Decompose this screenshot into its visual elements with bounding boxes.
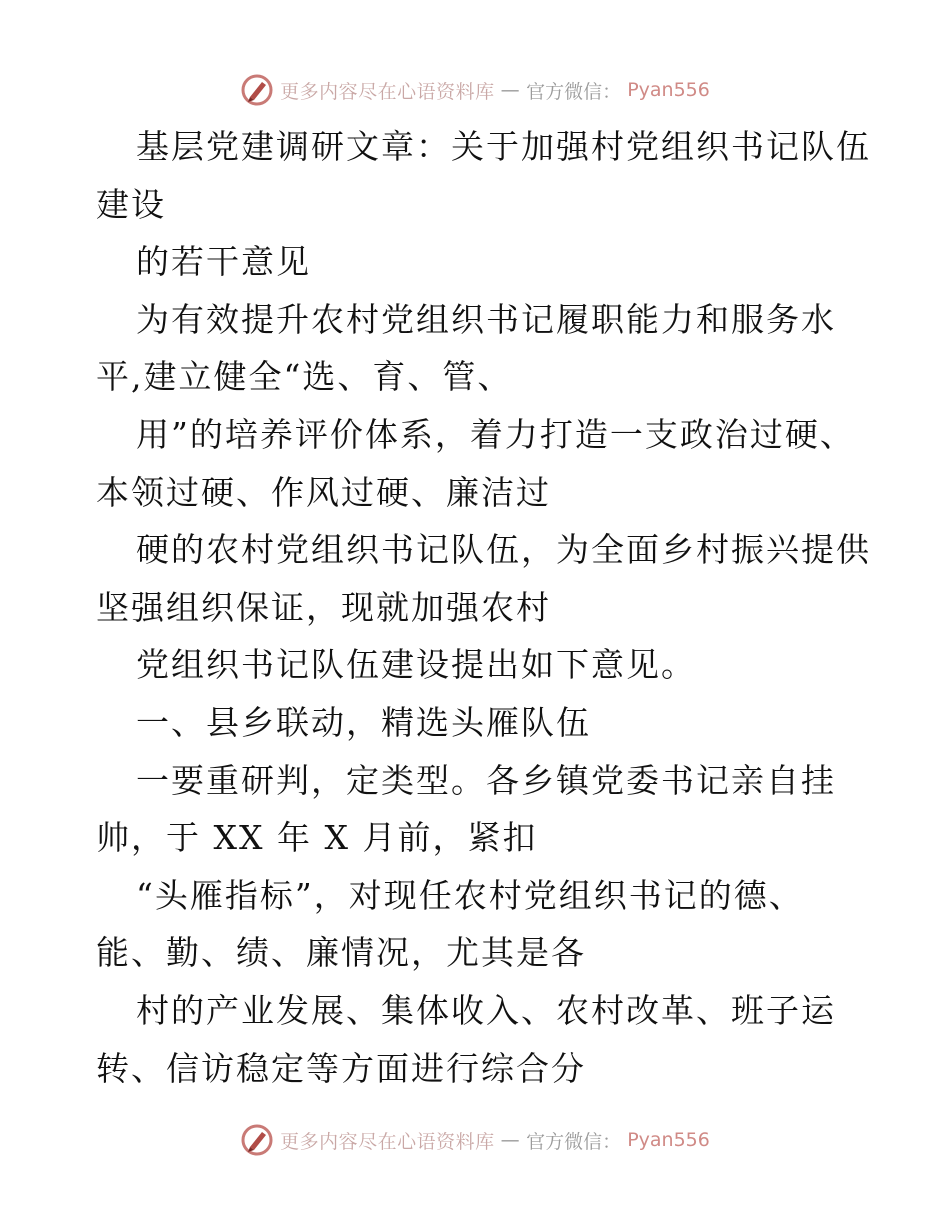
text-line: 为有效提升农村党组织书记履职能力和服务水 [136,299,836,339]
text-line: 的若干意见 [136,242,311,282]
text-line: 一、县乡联动，精选头雁队伍 [136,702,591,742]
text-line: 本领过硬、作风过硬、廉洁过 [96,472,551,512]
text-line: 用”的培养评价体系，着力打造一支政治过硬、 [136,414,855,454]
pen-logo-icon [240,1123,274,1157]
footer-watermark [0,1122,950,1158]
document-body [96,118,876,1097]
text-line: 帅，于 XX 年 X 月前，紧扣 [96,818,538,858]
watermark-separator: — [500,79,521,101]
watermark-brand: 更多内容尽在心语资料库 [280,1130,495,1153]
text-line: 能、勤、绩、廉情况，尤其是各 [96,933,586,973]
watermark-brand: 更多内容尽在心语资料库 [280,80,495,103]
text-line: 基层党建调研文章：关于加强村党组织书记队伍 [136,127,871,166]
watermark-separator: — [500,1129,521,1151]
text-line: 平,建立健全“选、育、管、 [96,357,513,397]
text-line: “头雁指标”，对现任农村党组织书记的德、 [136,875,804,915]
text-line: 转、信访稳定等方面进行综合分 [96,1048,586,1088]
text-line: 坚强组织保证，现就加强农村 [96,587,551,627]
text-line: 一要重研判，定类型。各乡镇党委书记亲自挂 [136,760,836,800]
watermark-account: Pyan556 [627,79,710,101]
text-line: 硬的农村党组织书记队伍，为全面乡村振兴提供 [136,530,871,570]
watermark-official-label: 官方微信： [526,80,622,103]
header-watermark [0,72,950,108]
pen-logo-icon [240,73,274,107]
text-line: 党组织书记队伍建设提出如下意见。 [136,645,696,685]
watermark-account: Pyan556 [627,1129,710,1151]
text-line: 建设 [96,184,166,224]
text-line: 村的产业发展、集体收入、农村改革、班子运 [136,990,836,1030]
watermark-official-label: 官方微信： [526,1130,622,1153]
